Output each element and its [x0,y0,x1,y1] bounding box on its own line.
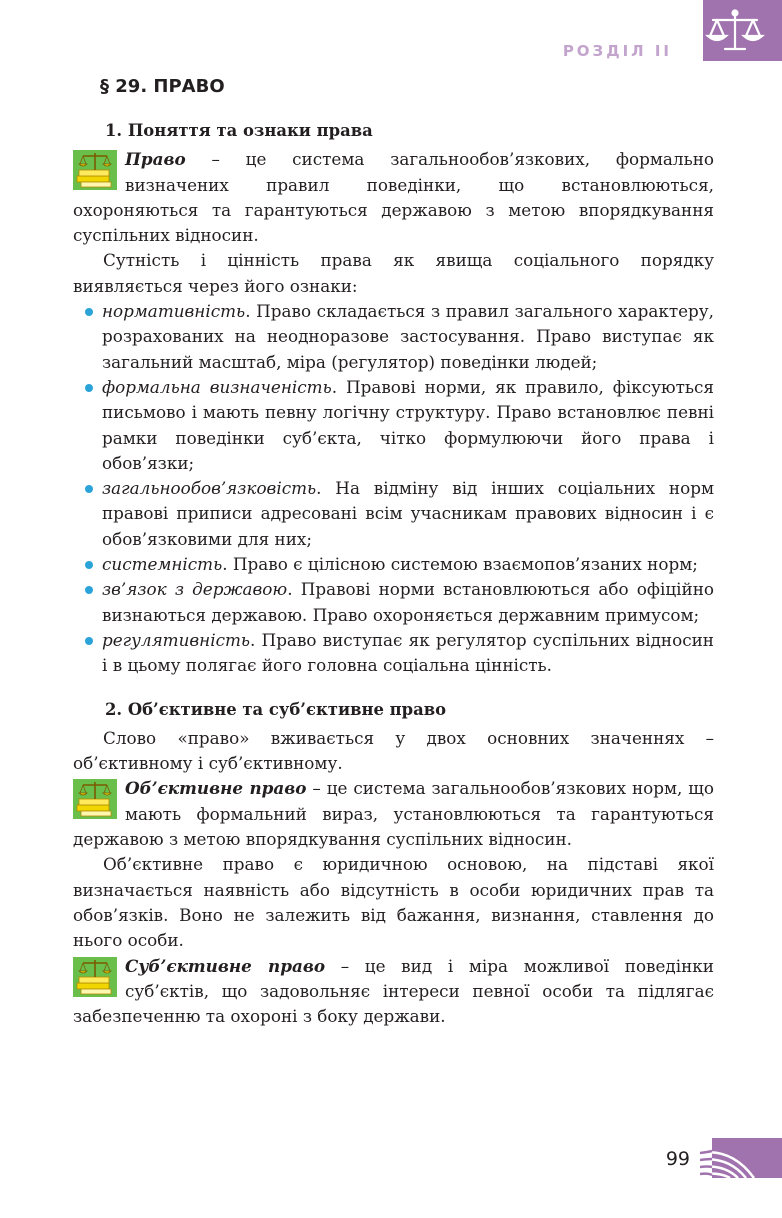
corner-arc-decoration [700,1138,782,1178]
scales-of-justice-icon [705,8,765,54]
bullet-icon [85,384,93,392]
page-content [73,118,714,1029]
feature-text: . Правові норми, як правило, фіксуються письмово і мають певну логічну структуру. Право встановлює певні рамки поведінки суб’єкта, чітко формулюючи його права і обов’язки; [102,376,714,473]
feature-text: . На відміну від інших соціальних норм правові приписи адресовані всім учасникам правових відносин і є обов’язковими для них; [102,478,714,549]
feature-term: регулятивність [102,629,251,650]
section-heading-1: 1. Поняття та ознаки права [105,121,373,140]
section-heading-2: 2. Об’єктивне та суб’єктивне право [105,699,447,719]
section2-intro: Слово «право» вживається у двох основних значеннях – об’єктивному і суб’єктивному. [73,727,714,774]
definition-term: Об’єктивне право [125,778,307,799]
features-list [73,299,714,678]
feature-text: . Правові норми встановлюються або офіційно визнаються державою. Право охороняється державним примусом; [102,579,715,625]
list-item [73,375,714,476]
feature-term: системність [102,554,223,575]
feature-term: загальнообов’язковість [102,478,317,499]
definition-subjective-law [73,954,714,1030]
definition-text: – це система загальнообов’язкових норм, що мають формальний вираз, установлюються та гарантуються державою з метою впорядкування суспільних відносин. [73,778,714,850]
definition-term: Суб’єктивне право [125,955,326,976]
definition-text: – це вид і міра можливої поведінки суб’єктів, що задовольняє інтереси певної особи та підлягає забезпеченню та охороні з боку держави. [73,955,714,1027]
bullet-icon [85,586,93,594]
feature-term: зв’язок з державою [102,579,288,600]
bullet-icon [85,485,93,493]
definition-objective-law [73,776,714,852]
definition-law [73,147,714,248]
page-number: 99 [665,1148,690,1170]
feature-term: нормативність [102,301,246,322]
bullet-icon [85,308,93,316]
list-item [73,577,714,628]
list-item [73,552,714,577]
feature-text: . Право складається з правил загального характеру, розрахованих на неодноразове застосування. Право виступає як загальний масштаб, міра (регулятор) поведінки людей; [102,301,714,372]
feature-text: . Право виступає як регулятор суспільних відносин і в цьому полягає його головна соціальна цінність. [102,629,714,676]
bullet-icon [85,561,93,569]
law-books-scales-icon [73,779,117,819]
features-intro: Сутність і цінність права як явища соціального порядку виявляється через його ознаки: [73,250,714,296]
law-books-scales-icon [73,150,117,190]
feature-text: . Право є цілісною системою взаємопов’язаних норм; [222,554,698,575]
definition-text: – це система загальнообов’язкових, формально визначених правил поведінки, що встановлюються, охороняються та гарантуються державою з метою впорядкування суспільних відносин. [73,149,714,246]
header-tab [703,0,782,61]
definition-term: Право [125,149,186,170]
feature-term: формальна визначеність [102,376,332,397]
bullet-icon [85,637,93,645]
objective-law-explanation: Об’єктивне право є юридичною основою, на підставі якої визначається наявність або відсутність в особи юридичних прав та обов’язків. Воно не залежить від бажання, визнання, ставлення до нього особи. [73,854,714,951]
list-item [73,628,714,679]
page-title: § 29. ПРАВО [100,76,225,97]
list-item [73,299,714,375]
page-corner-tab [700,1138,782,1178]
list-item [73,476,714,552]
section-label: РОЗДІЛ II [562,42,672,60]
law-books-scales-icon [73,957,117,997]
